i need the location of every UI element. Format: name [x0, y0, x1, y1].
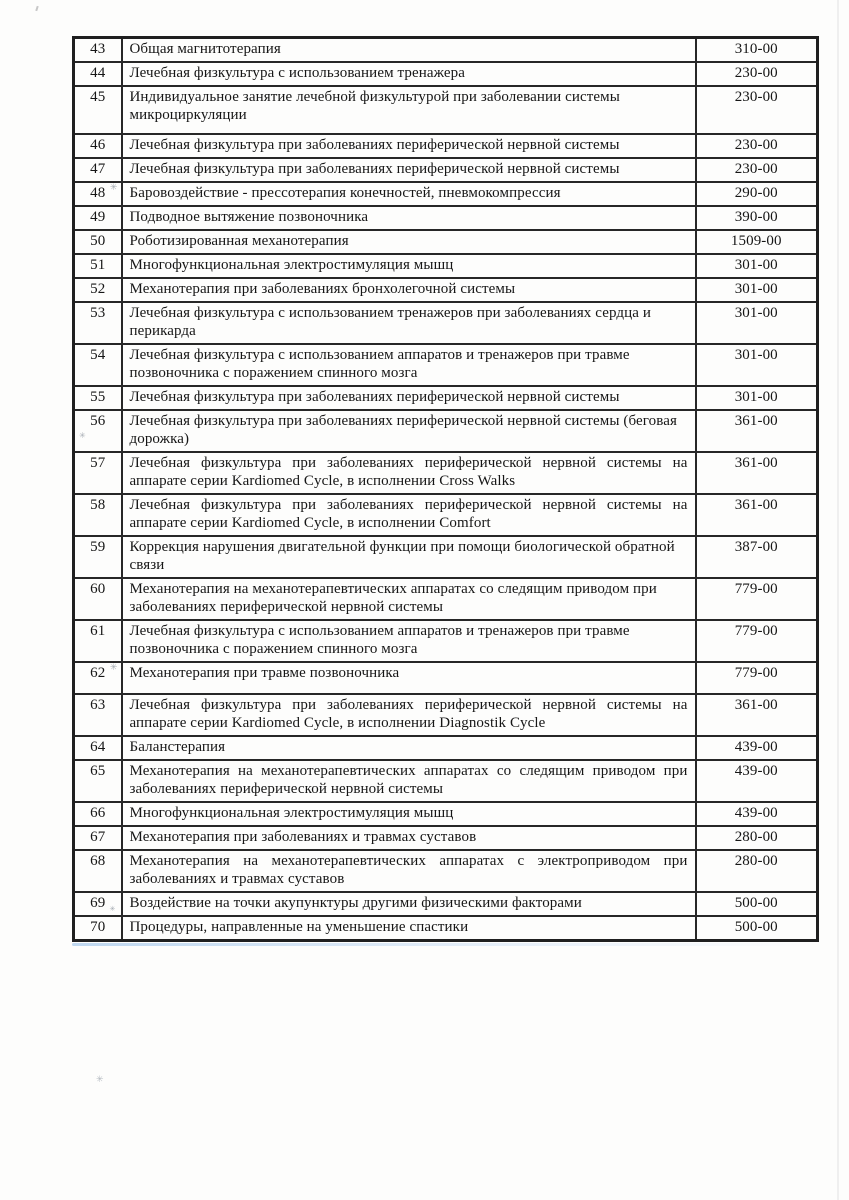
row-number: 67	[90, 829, 106, 845]
table-row	[74, 802, 818, 826]
price-cell: 500-00	[696, 916, 818, 941]
price-cell: 779-00	[696, 662, 818, 694]
table-row	[74, 620, 818, 662]
row-number: 52	[90, 281, 106, 297]
service-name-cell: Лечебная физкультура при заболеваниях периферической нервной системы на аппарате серии Kardiomed Cycle, в исполнении Diagnostik Cycle	[122, 694, 696, 736]
service-name-cell: Индивидуальное занятие лечебной физкультурой при заболевании системы микроциркуляции	[122, 86, 696, 134]
row-number: 63	[90, 697, 106, 713]
row-number-cell	[74, 536, 122, 578]
row-number: 64	[90, 739, 106, 755]
table-row	[74, 254, 818, 278]
row-number: 65	[90, 763, 106, 779]
table-row	[74, 302, 818, 344]
service-name-cell: Механотерапия при заболеваниях и травмах суставов	[122, 826, 696, 850]
row-number: 43	[90, 41, 106, 57]
service-name-cell: Механотерапия на механотерапевтических аппаратах с электроприводом при заболеваниях и травмах суставов	[122, 850, 696, 892]
table-row	[74, 494, 818, 536]
table-row	[74, 892, 818, 916]
price-cell: 387-00	[696, 536, 818, 578]
price-cell: 439-00	[696, 760, 818, 802]
table-row	[74, 344, 818, 386]
service-name-cell: Лечебная физкультура при заболеваниях периферической нервной системы	[122, 158, 696, 182]
table-row	[74, 386, 818, 410]
service-name-cell: Лечебная физкультура с использованием аппаратов и тренажеров при травме позвоночника с поражением спинного мозга	[122, 620, 696, 662]
row-number: 44	[90, 65, 106, 81]
price-cell: 1509-00	[696, 230, 818, 254]
table-row	[74, 38, 818, 63]
row-number-cell	[74, 410, 122, 452]
price-cell: 361-00	[696, 452, 818, 494]
service-name-cell: Баровоздействие - прессотерапия конечностей, пневмокомпрессия	[122, 182, 696, 206]
service-name-cell: Подводное вытяжение позвоночника	[122, 206, 696, 230]
service-name-cell: Лечебная физкультура с использованием тренажеров при заболеваниях сердца и перикарда	[122, 302, 696, 344]
service-name-cell: Роботизированная механотерапия	[122, 230, 696, 254]
row-number: 70	[90, 919, 106, 935]
price-cell: 301-00	[696, 344, 818, 386]
row-number: 56	[90, 413, 106, 429]
table-row	[74, 206, 818, 230]
row-number: 55	[90, 389, 106, 405]
row-number: 51	[90, 257, 106, 273]
row-number: 62	[90, 665, 106, 681]
service-name-cell: Многофункциональная электростимуляция мышц	[122, 254, 696, 278]
row-number-cell	[74, 62, 122, 86]
row-number-cell	[74, 38, 122, 63]
service-name-cell: Лечебная физкультура при заболеваниях периферической нервной системы (беговая дорожка)	[122, 410, 696, 452]
table-row	[74, 760, 818, 802]
row-number-cell	[74, 620, 122, 662]
scan-mark-artifact: ✳	[79, 431, 86, 440]
table-row	[74, 62, 818, 86]
table-row	[74, 410, 818, 452]
row-number: 47	[90, 161, 106, 177]
row-number-cell	[74, 302, 122, 344]
row-number: 60	[90, 581, 106, 597]
table-row	[74, 736, 818, 760]
table-row	[74, 230, 818, 254]
price-table	[72, 36, 819, 942]
service-name-cell: Воздействие на точки акупунктуры другими физическими факторами	[122, 892, 696, 916]
table-row	[74, 850, 818, 892]
row-number-cell	[74, 850, 122, 892]
row-number-cell	[74, 892, 122, 916]
price-cell: 500-00	[696, 892, 818, 916]
row-number: 66	[90, 805, 106, 821]
row-number-cell	[74, 206, 122, 230]
scan-blue-streak	[72, 943, 819, 946]
row-number-cell	[74, 254, 122, 278]
row-number: 59	[90, 539, 106, 555]
table-row	[74, 826, 818, 850]
table-row	[74, 452, 818, 494]
table-row	[74, 694, 818, 736]
page-edge-line	[837, 0, 839, 1200]
table-row	[74, 536, 818, 578]
table-row	[74, 578, 818, 620]
row-number: 58	[90, 497, 106, 513]
table-row	[74, 86, 818, 134]
price-cell: 310-00	[696, 38, 818, 63]
service-name-cell: Лечебная физкультура при заболеваниях периферической нервной системы на аппарате серии Kardiomed Cycle, в исполнении Cross Walks	[122, 452, 696, 494]
service-name-cell: Лечебная физкультура с использованием аппаратов и тренажеров при травме позвоночника с поражением спинного мозга	[122, 344, 696, 386]
row-number-cell	[74, 452, 122, 494]
scan-speck-top-left	[35, 6, 38, 11]
scan-mark-artifact: ✳	[109, 182, 118, 192]
service-name-cell: Общая магнитотерапия	[122, 38, 696, 63]
price-cell: 230-00	[696, 134, 818, 158]
price-cell: 439-00	[696, 736, 818, 760]
price-cell: 301-00	[696, 386, 818, 410]
service-name-cell: Коррекция нарушения двигательной функции при помощи биологической обратной связи	[122, 536, 696, 578]
row-number-cell	[74, 344, 122, 386]
service-name-cell: Лечебная физкультура при заболеваниях периферической нервной системы	[122, 134, 696, 158]
row-number-cell	[74, 802, 122, 826]
row-number-cell	[74, 578, 122, 620]
row-number-cell	[74, 662, 122, 694]
price-cell: 390-00	[696, 206, 818, 230]
price-cell: 301-00	[696, 278, 818, 302]
price-cell: 361-00	[696, 694, 818, 736]
row-number: 50	[90, 233, 106, 249]
price-cell: 230-00	[696, 62, 818, 86]
price-cell: 290-00	[696, 182, 818, 206]
table-row	[74, 278, 818, 302]
service-name-cell: Механотерапия при травме позвоночника	[122, 662, 696, 694]
row-number-cell	[74, 86, 122, 134]
scan-mark-artifact: ✳	[109, 662, 118, 672]
row-number-cell	[74, 826, 122, 850]
price-table-body	[74, 38, 818, 941]
price-cell: 361-00	[696, 494, 818, 536]
service-name-cell: Баланстерапия	[122, 736, 696, 760]
price-table-wrap	[72, 36, 819, 946]
row-number-cell	[74, 494, 122, 536]
service-name-cell: Лечебная физкультура при заболеваниях периферической нервной системы	[122, 386, 696, 410]
price-cell: 280-00	[696, 850, 818, 892]
row-number-cell	[74, 916, 122, 941]
row-number: 61	[90, 623, 106, 639]
row-number-cell	[74, 386, 122, 410]
row-number: 69	[90, 895, 106, 911]
row-number: 48	[90, 185, 106, 201]
service-name-cell: Процедуры, направленные на уменьшение спастики	[122, 916, 696, 941]
row-number: 45	[90, 89, 106, 105]
service-name-cell: Многофункциональная электростимуляция мышц	[122, 802, 696, 826]
row-number: 53	[90, 305, 106, 321]
price-cell: 779-00	[696, 578, 818, 620]
price-cell: 230-00	[696, 158, 818, 182]
row-number: 57	[90, 455, 106, 471]
price-cell: 361-00	[696, 410, 818, 452]
scan-speck-bottom: ✳	[96, 1074, 104, 1084]
table-row	[74, 182, 818, 206]
price-cell: 439-00	[696, 802, 818, 826]
service-name-cell: Механотерапия на механотерапевтических аппаратах со следящим приводом при заболеваниях периферической нервной системы	[122, 760, 696, 802]
price-cell: 779-00	[696, 620, 818, 662]
row-number-cell	[74, 158, 122, 182]
row-number: 54	[90, 347, 106, 363]
service-name-cell: Механотерапия на механотерапевтических аппаратах со следящим приводом при заболеваниях периферической нервной системы	[122, 578, 696, 620]
price-cell: 301-00	[696, 254, 818, 278]
row-number-cell	[74, 760, 122, 802]
price-cell: 280-00	[696, 826, 818, 850]
row-number-cell	[74, 134, 122, 158]
row-number-cell	[74, 182, 122, 206]
service-name-cell: Лечебная физкультура с использованием тренажера	[122, 62, 696, 86]
table-row	[74, 916, 818, 941]
scan-mark-artifact: ✳	[109, 905, 116, 913]
table-row	[74, 158, 818, 182]
row-number-cell	[74, 736, 122, 760]
row-number-cell	[74, 694, 122, 736]
row-number: 49	[90, 209, 106, 225]
service-name-cell: Лечебная физкультура при заболеваниях периферической нервной системы на аппарате серии Kardiomed Cycle, в исполнении Comfort	[122, 494, 696, 536]
price-cell: 230-00	[696, 86, 818, 134]
table-row	[74, 662, 818, 694]
row-number: 46	[90, 137, 106, 153]
table-row	[74, 134, 818, 158]
service-name-cell: Механотерапия при заболеваниях бронхолегочной системы	[122, 278, 696, 302]
row-number-cell	[74, 278, 122, 302]
row-number: 68	[90, 853, 106, 869]
row-number-cell	[74, 230, 122, 254]
price-cell: 301-00	[696, 302, 818, 344]
